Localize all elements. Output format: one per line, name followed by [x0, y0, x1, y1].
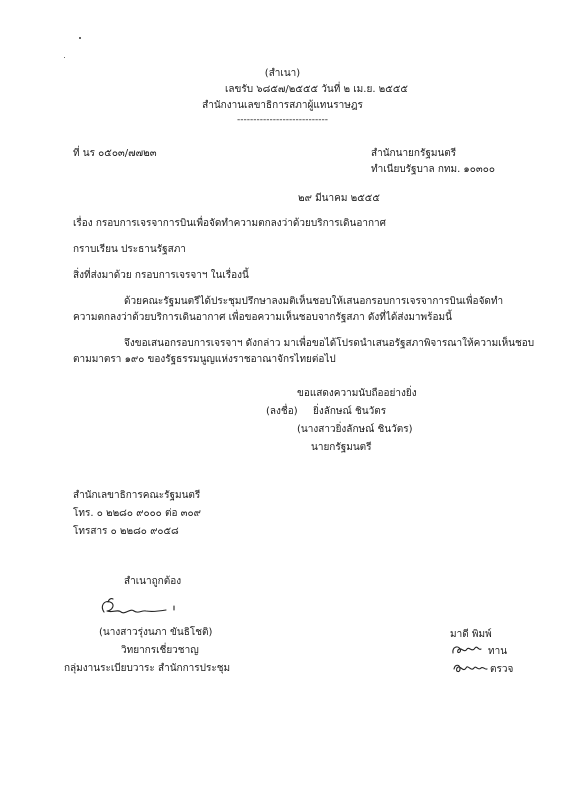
- contact-phone: โทร. ๐ ๒๒๘๐ ๙๐๐๐ ต่อ ๓๐๙: [73, 508, 201, 519]
- signatory-full-name: (นางสาวยิ่งลักษณ์ ชินวัตร): [297, 424, 413, 435]
- checked-label: ตรวจ: [490, 664, 514, 675]
- certifier-name: (นางสาวรุ่งนภา ขันธิโชติ): [99, 627, 213, 638]
- signed-name: ยิ่งลักษณ์ ชินวัตร: [313, 406, 387, 417]
- certifier-unit: กลุ่มงานระเบียบวาระ สำนักการประชุม: [64, 663, 231, 674]
- reviewed-label: ทาน: [488, 646, 508, 657]
- copy-label: (สำเนา): [264, 68, 301, 79]
- paragraph-1-line-1: ด้วยคณะรัฐมนตรีได้ประชุมปรึกษาลงมติเห็นชอบให้เสนอกรอบการเจรจาการบินเพื่อจัดทำ: [124, 296, 504, 307]
- paragraph-1-line-2: ความตกลงว่าด้วยบริการเดินอากาศ เพื่อขอความเห็นชอบจากรัฐสภา ดังที่ได้ส่งมาพร้อมนี้: [73, 312, 452, 323]
- subject-line: เรื่อง กรอบการเจรจาการบินเพื่อจัดทำความตกลงว่าด้วยบริการเดินอากาศ: [73, 218, 387, 229]
- certifier-signature: [90, 596, 190, 622]
- paragraph-2-line-2: ตามมาตรา ๑๙๐ ของรัฐธรรมนูญแห่งราชอาณาจักรไทยต่อไป: [73, 354, 336, 365]
- typed-by: มาดี พิมพ์: [450, 629, 492, 640]
- closing-respect: ขอแสดงความนับถืออย่างยิ่ง: [297, 388, 417, 399]
- sender-office: สำนักนายกรัฐมนตรี: [371, 148, 457, 159]
- certifier-title: วิทยากรเชี่ยวชาญ: [121, 645, 199, 656]
- contact-fax: โทรสาร ๐ ๒๒๘๐ ๙๐๕๘: [73, 526, 179, 537]
- scan-speck: [64, 57, 65, 58]
- document-number: ที่ นร ๐๕๐๓/๗๗๒๓: [73, 148, 157, 159]
- salutation: กราบเรียน ประธานรัฐสภา: [73, 244, 186, 255]
- header-divider: ----------------------------: [237, 115, 328, 125]
- reviewer-initials: [450, 642, 484, 658]
- signed-prefix: (ลงชื่อ): [266, 406, 298, 417]
- signatory-position: นายกรัฐมนตรี: [311, 442, 372, 453]
- contact-office: สำนักเลขาธิการคณะรัฐมนตรี: [73, 490, 201, 501]
- checker-initials: [451, 660, 489, 676]
- receiving-office: สำนักงานเลขาธิการสภาผู้แทนราษฎร: [202, 100, 363, 111]
- receipt-line: เลขรับ ๖๘๕๗/๒๕๕๕ วันที่ ๒ เม.ย. ๒๕๕๕: [225, 84, 408, 95]
- enclosure-line: สิ่งที่ส่งมาด้วย กรอบการเจรจาฯ ในเรื่องนี้: [73, 270, 249, 281]
- paragraph-2-line-1: จึงขอเสนอกรอบการเจรจาฯ ดังกล่าว มาเพื่อขอได้โปรดนำเสนอรัฐสภาพิจารณาให้ความเห็นชอบ: [124, 338, 535, 349]
- certified-copy-label: สำเนาถูกต้อง: [124, 576, 182, 587]
- sender-address: ทำเนียบรัฐบาล กทม. ๑๐๓๐๐: [371, 164, 495, 175]
- letter-date: ๒๙ มีนาคม ๒๕๕๕: [298, 193, 380, 204]
- scan-speck: [79, 37, 81, 39]
